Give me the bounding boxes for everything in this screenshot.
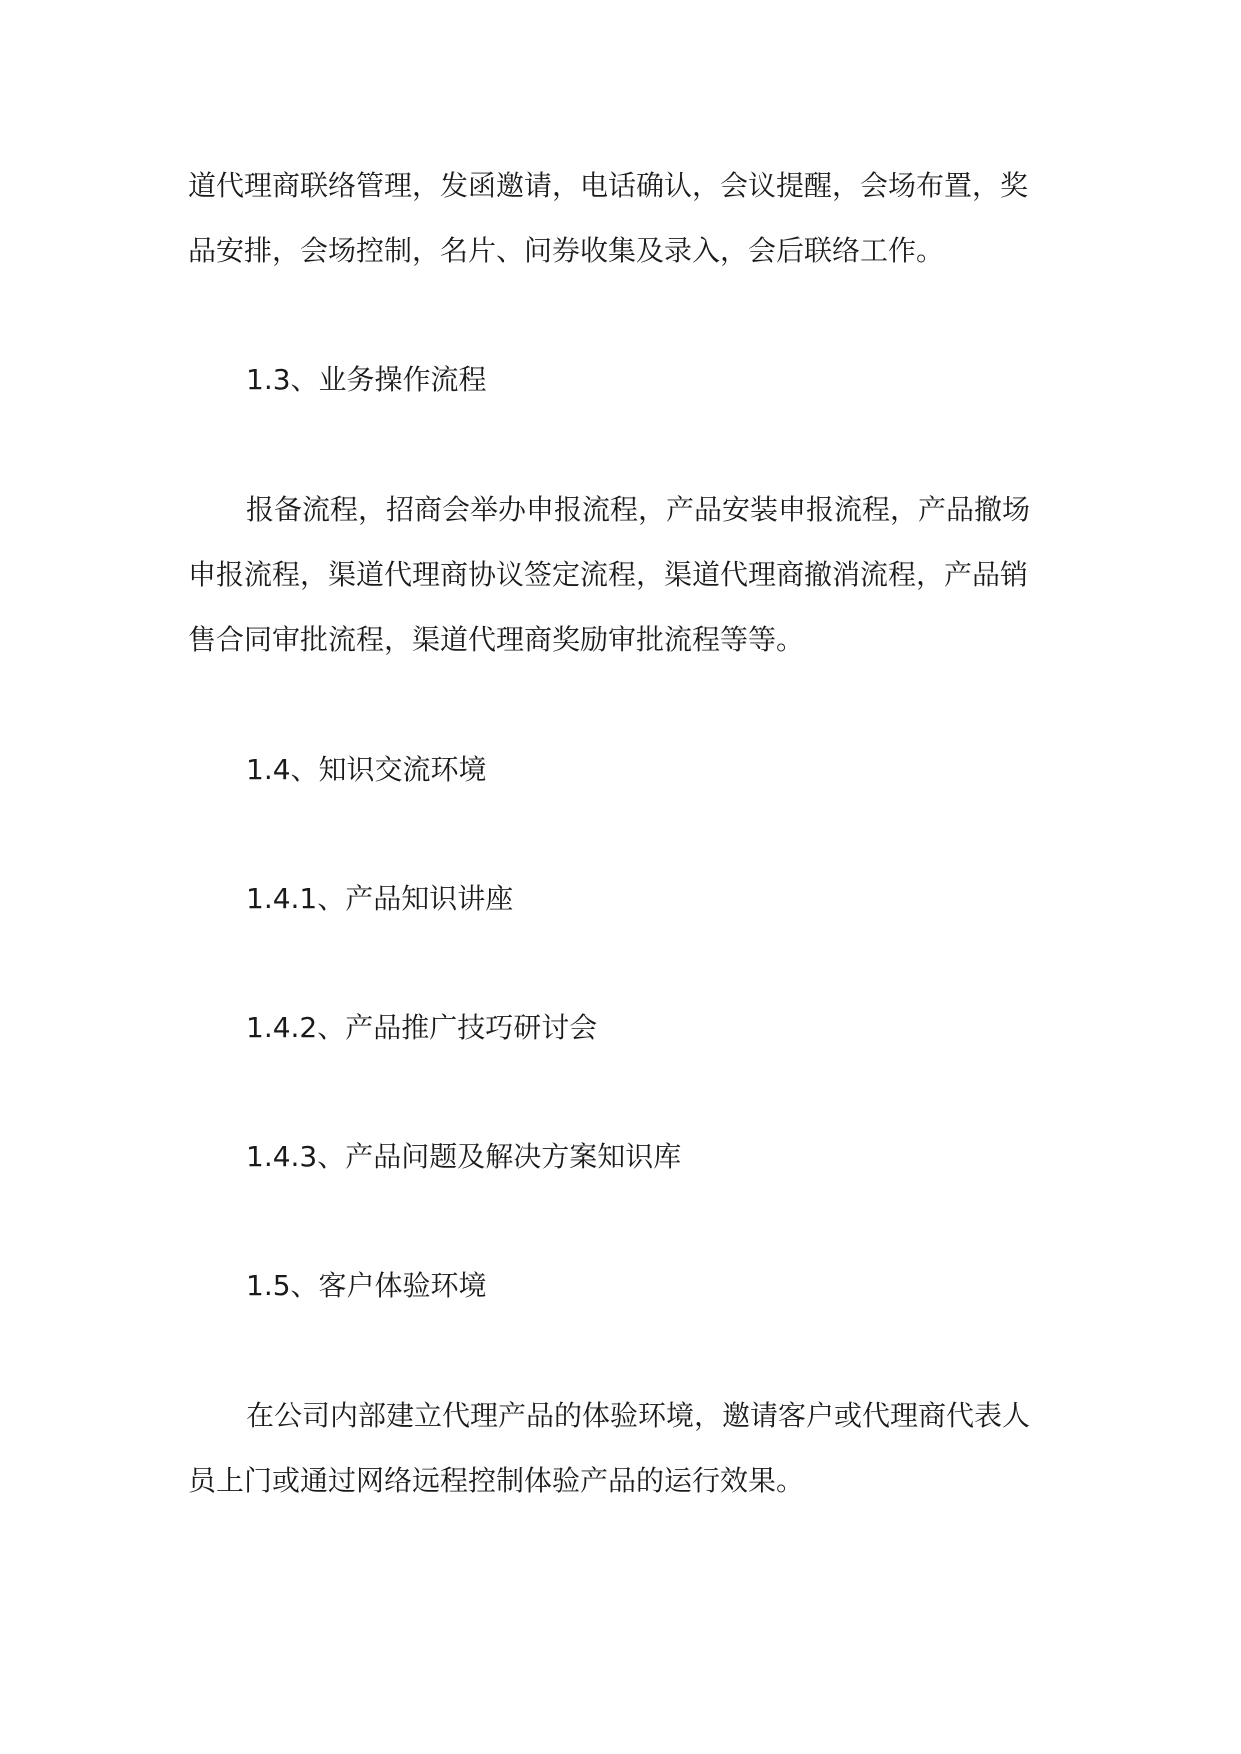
section-heading-1-4-1: 1.4.1、产品知识讲座 — [246, 882, 514, 915]
section-heading-1-4-3: 1.4.3、产品问题及解决方案知识库 — [246, 1140, 682, 1173]
paragraph-line: 在公司内部建立代理产品的体验环境，邀请客户或代理商代表人 — [246, 1399, 1031, 1432]
section-heading-1-4: 1.4、知识交流环境 — [246, 753, 487, 786]
paragraph-line: 申报流程，渠道代理商协议签定流程，渠道代理商撤消流程，产品销 — [188, 558, 1029, 591]
paragraph-line: 道代理商联络管理，发函邀请，电话确认，会议提醒，会场布置，奖 — [188, 169, 1029, 202]
section-heading-1-3: 1.3、业务操作流程 — [246, 363, 487, 396]
paragraph-line: 品安排，会场控制，名片、问券收集及录入，会后联络工作。 — [188, 234, 945, 267]
paragraph-line: 报备流程，招商会举办申报流程，产品安装申报流程，产品撤场 — [246, 493, 1031, 526]
section-heading-1-5: 1.5、客户体验环境 — [246, 1269, 487, 1302]
paragraph-line: 员上门或通过网络远程控制体验产品的运行效果。 — [188, 1464, 805, 1497]
section-heading-1-4-2: 1.4.2、产品推广技巧研讨会 — [246, 1011, 598, 1044]
paragraph-line: 售合同审批流程，渠道代理商奖励审批流程等等。 — [188, 623, 805, 656]
